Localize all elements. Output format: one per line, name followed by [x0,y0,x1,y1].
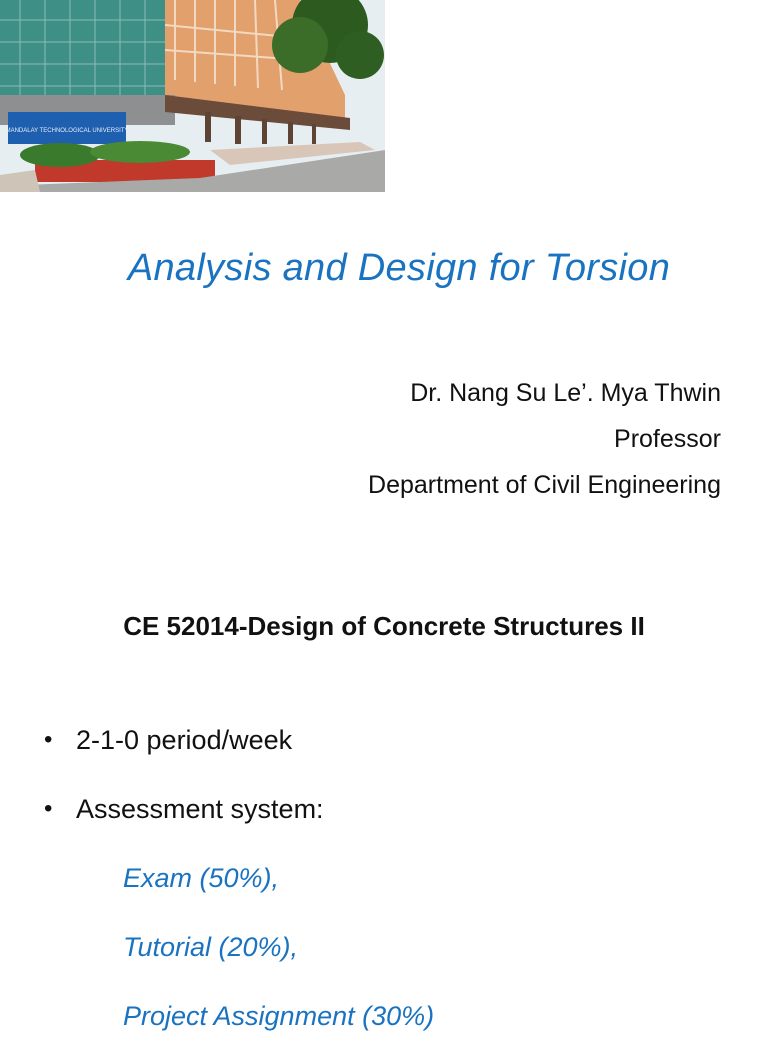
assessment-exam: Exam (50%), [123,863,280,893]
assessment-tutorial: Tutorial (20%), [123,932,299,962]
building-sign: MANDALAY TECHNOLOGICAL UNIVERSITY [5,128,129,134]
author-position: Professor [614,425,721,453]
author-name: Dr. Nang Su Le’. Mya Thwin [410,379,721,407]
campus-building-photo [0,0,385,192]
assessment-project: Project Assignment (30%) [123,1001,435,1031]
bullet-item-assessment: • Assessment system: [44,787,324,831]
course-title: CE 52014-Design of Concrete Structures II [123,611,645,641]
author-department: Department of Civil Engineering [368,471,721,499]
bullet-list [44,718,324,856]
assessment-list [123,856,434,1063]
slide-title: Analysis and Design for Torsion [127,247,671,289]
author-block [368,370,721,508]
bullet-item-periods: • 2-1-0 period/week [44,718,324,762]
